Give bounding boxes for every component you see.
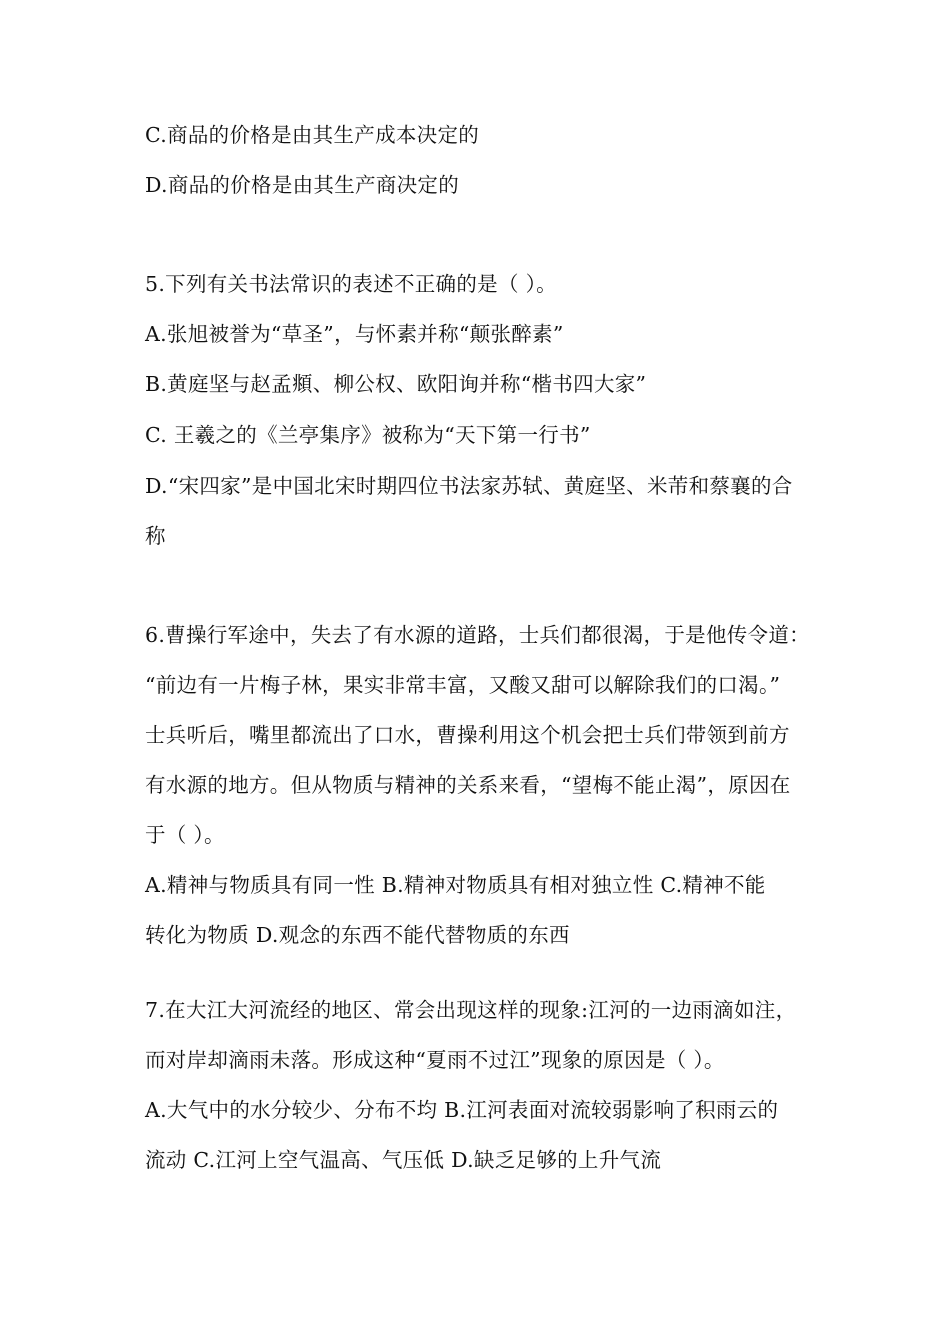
q5-option-d-continued: 称 — [145, 524, 166, 548]
q6-stem-line: 有水源的地方。但从物质与精神的关系来看，“望梅不能止渴”，原因在 — [145, 773, 791, 797]
q7-stem-line: 而对岸却滴雨未落。形成这种“夏雨不过江”现象的原因是（ ）。 — [145, 1048, 725, 1072]
q6-stem-line: 士兵听后，嘴里都流出了口水，曹操利用这个机会把士兵们带领到前方 — [145, 723, 790, 747]
q7-stem-line: 7.在大江大河流经的地区、常会出现这样的现象:江河的一边雨滴如注， — [145, 998, 797, 1022]
q6-stem-line: 于（ ）。 — [145, 823, 225, 847]
q7-options-line: 流动 C.江河上空气温高、气压低 D.缺乏足够的上升气流 — [145, 1148, 662, 1172]
q6-options-line: 转化为物质 D.观念的东西不能代替物质的东西 — [145, 923, 570, 947]
prev-option-c: C.商品的价格是由其生产成本决定的 — [145, 123, 480, 147]
q6-options-line: A.精神与物质具有同一性 B.精神对物质具有相对独立性 C.精神不能 — [145, 873, 766, 897]
q5-option-c: C. 王羲之的《兰亭集序》被称为“天下第一行书” — [145, 423, 591, 447]
q5-option-a: A.张旭被誉为“草圣”，与怀素并称“颠张醉素” — [145, 322, 564, 346]
q6-stem-line: “前边有一片梅子林，果实非常丰富，又酸又甜可以解除我们的口渴。” — [145, 673, 781, 697]
q5-option-b: B.黄庭坚与赵孟頫、柳公权、欧阳询并称“楷书四大家” — [145, 372, 647, 396]
q6-stem-line: 6.曹操行军途中，失去了有水源的道路，士兵们都很渴，于是他传令道： — [145, 623, 810, 647]
q7-options-line: A.大气中的水分较少、分布不均 B.江河表面对流较弱影响了积雨云的 — [145, 1098, 779, 1122]
q5-stem: 5.下列有关书法常识的表述不正确的是（ ）。 — [145, 272, 557, 296]
prev-option-d: D.商品的价格是由其生产商决定的 — [145, 173, 460, 197]
q5-option-d: D.“宋四家”是中国北宋时期四位书法家苏轼、黄庭坚、米芾和蔡襄的合 — [145, 474, 793, 498]
